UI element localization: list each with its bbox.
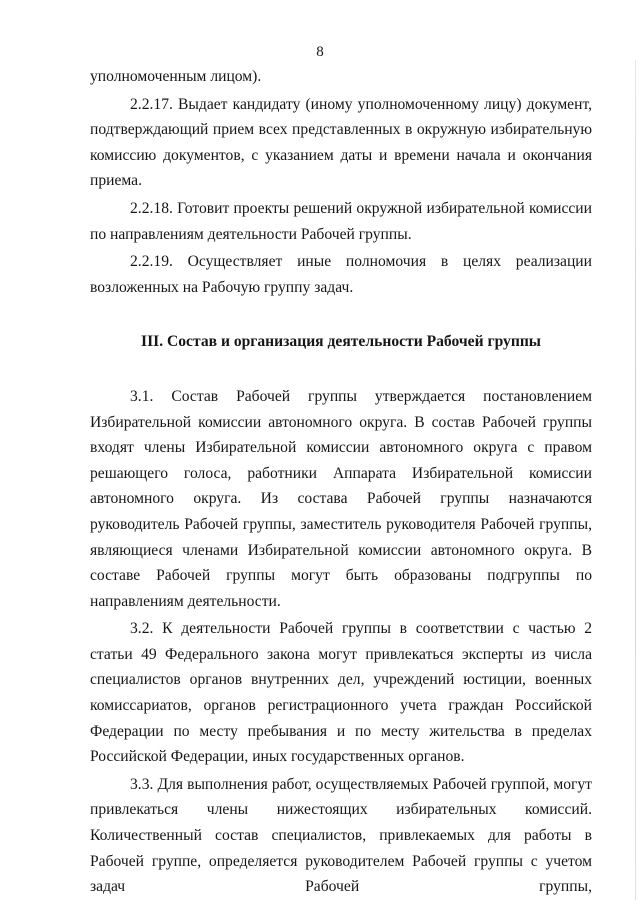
paragraph-2-2-19: 2.2.19. Осуществляет иные полномочия в целях реализации возложенных на Рабочую группу задач. [90, 253, 592, 296]
scan-edge-line [635, 60, 636, 900]
paragraph-2-2-17: 2.2.17. Выдает кандидату (иному уполномоченному лицу) документ, подтверждающий прием всех представленных в окружную избирательную комиссию документов, с указанием даты и времени начала и окончания приема. [90, 95, 592, 190]
paragraph-2-2-18: 2.2.18. Готовит проекты решений окружной избирательной комиссии по направлениям деятельности Рабочей группы. [90, 199, 592, 243]
paragraph-3-1: 3.1. Состав Рабочей группы утверждается постановлением Избирательной комиссии автономного округа. В состав Рабочей группы входят члены Избирательной комиссии автономного округа с правом решающего голоса, работники Аппарата Избирательной комиссии автономного округа. Из состава Рабочей группы назначаются руководитель Рабочей группы, заместитель руководителя Рабочей группы, являющиеся членами Избирательной комиссии автономного округа. В составе Рабочей группы могут быть образованы подгруппы по направлениям деятельности. [90, 387, 592, 610]
paragraph-3-3: 3.3. Для выполнения работ, осуществляемых Рабочей группой, могут привлекаться члены нижестоящих избирательных комиссий. Количественный состав специалистов, привлекаемых для работы в Рабочей группе, определяется руководителем Рабочей группы с учетом задач Рабочей группы, [90, 775, 592, 896]
paragraph-3-2: 3.2. К деятельности Рабочей группы в соответствии с частью 2 статьи 49 Федерального закона могут привлекаться эксперты из числа специалистов органов внутренних дел, учреждений юстиции, военных комиссариатов, органов регистрационного учета граждан Российской Федерации по месту пребывания и по месту жительства в пределах Российской Федерации, иных государственных органов. [90, 620, 592, 766]
paragraph-continuation: уполномоченным лицом). [90, 68, 262, 85]
page-number: 8 [316, 44, 324, 60]
section-heading: III. Состав и организация деятельности Рабочей группы [141, 333, 541, 351]
document-body [90, 64, 592, 900]
